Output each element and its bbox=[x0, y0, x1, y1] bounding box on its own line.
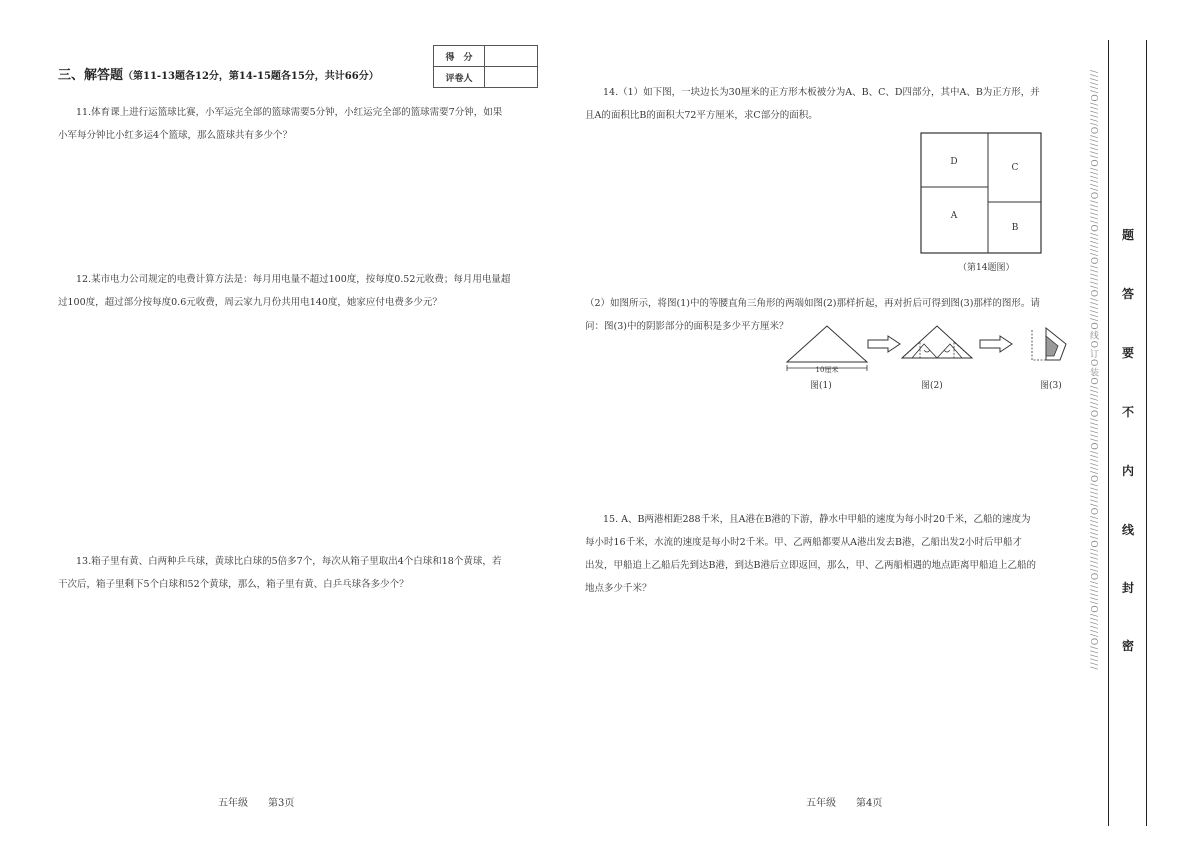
question-14-part-2-line-1: （2）如图所示，将图(1)中的等腰直角三角形的两端如图(2)那样折起，再对折后可得到图(3)那样的图形。请 bbox=[585, 298, 1040, 309]
seal-char-1: 题 bbox=[1122, 228, 1135, 242]
question-12-line-2: 过100度，超过部分按每度0.6元收费，周云家九月份共用电140度，她家应付电费多少元？ bbox=[58, 297, 442, 308]
question-15-line-3: 出发，甲船追上乙船后先到达B港，到达B港后立即返回，那么，甲、乙两船相遇的地点距离甲船追上乙船的 bbox=[585, 560, 1036, 571]
seal-char-5: 内 bbox=[1122, 464, 1135, 478]
seal-char-8: 密 bbox=[1122, 639, 1135, 653]
question-11-line-2: 小军每分钟比小红多运4个篮球，那么篮球共有多少个？ bbox=[58, 130, 293, 141]
question-14-line-1: 14.（1）如下图，一块边长为30厘米的正方形木板被分为A、B、C、D四部分，其中A、B为正方形，并 bbox=[603, 87, 1040, 98]
binding-dash-line: //////O//////O//////O//////O//////O//////O//////O//////O线O订O装O//////O//////O//////O//////O//////O//////O//////O//////O////// bbox=[1088, 70, 1098, 671]
seal-char-3: 要 bbox=[1122, 346, 1135, 360]
region-a-label: A bbox=[950, 211, 958, 221]
arrow-icon bbox=[980, 336, 1012, 352]
question-11 bbox=[58, 101, 528, 147]
region-d-label: D bbox=[950, 157, 958, 167]
grader-label: 评卷人 bbox=[434, 67, 485, 88]
question-15-line-4: 地点多少千米？ bbox=[585, 583, 652, 594]
seal-char-6: 线 bbox=[1122, 523, 1135, 537]
square-board-figure bbox=[918, 130, 1044, 256]
region-b-label: B bbox=[1011, 223, 1019, 233]
question-15-line-2: 每小时16千米，水流的速度是每小时2千米。甲、乙两船都要从A港出发去B港，乙船出发2小时后甲船才 bbox=[585, 537, 1023, 548]
fold-caption-1: 图(1) bbox=[810, 381, 832, 391]
question-14-line-2: 且A的面积比B的面积大72平方厘米，求C部分的面积。 bbox=[585, 110, 818, 121]
region-c-label: C bbox=[1011, 163, 1019, 173]
question-15 bbox=[585, 508, 1055, 600]
footer-left: 五年级 第3页 bbox=[218, 798, 295, 809]
binding-line-left bbox=[1108, 40, 1109, 826]
score-cell[interactable] bbox=[485, 46, 538, 67]
footer-right: 五年级 第4页 bbox=[806, 798, 883, 809]
question-14-part-2-line-2: 问：图(3)中的阴影部分的面积是多少平方厘米？ bbox=[585, 321, 789, 332]
question-14 bbox=[585, 81, 1053, 127]
score-label: 得 分 bbox=[434, 46, 485, 67]
seal-char-2: 答 bbox=[1122, 287, 1135, 301]
question-12 bbox=[58, 268, 528, 314]
figure-14-caption: （第14题图） bbox=[958, 263, 1015, 273]
question-13 bbox=[58, 550, 528, 596]
seal-char-7: 封 bbox=[1122, 581, 1135, 595]
question-13-line-1: 13.箱子里有黄、白两种乒乓球，黄球比白球的5倍多7个，每次从箱子里取出4个白球和18个黄球，若 bbox=[76, 556, 502, 567]
board-outline bbox=[921, 133, 1041, 253]
section-score-note: （第11-13题各12分，第14-15题各15分，共计66分） bbox=[123, 71, 379, 82]
fold-figure-1 bbox=[787, 326, 867, 374]
binding-line-right bbox=[1146, 40, 1147, 826]
fold-base-label: 10厘米 bbox=[815, 366, 839, 374]
question-11-line-1: 11.体育课上进行运篮球比赛，小军运完全部的篮球需要5分钟，小红运完全部的篮球需要7分钟，如果 bbox=[76, 107, 503, 118]
grader-cell[interactable] bbox=[485, 67, 538, 88]
folding-figures bbox=[784, 322, 1074, 374]
arrow-icon bbox=[868, 336, 900, 352]
section-title-text: 三、解答题 bbox=[58, 68, 124, 83]
score-table bbox=[433, 45, 538, 88]
fold-caption-2: 图(2) bbox=[921, 381, 943, 391]
question-12-line-1: 12.某市电力公司规定的电费计算方法是：每月用电量不超过100度，按每度0.52元收费；每月用电量超 bbox=[76, 274, 511, 285]
fold-figure-3 bbox=[1032, 328, 1066, 360]
question-15-line-1: 15. A、B两港相距288千米，且A港在B港的下游，静水中甲船的速度为每小时20千米，乙船的速度为 bbox=[603, 514, 1031, 525]
question-13-line-2: 干次后，箱子里剩下5个白球和52个黄球，那么，箱子里有黄、白乒乓球各多少个？ bbox=[58, 579, 409, 590]
seal-char-4: 不 bbox=[1122, 405, 1135, 419]
fold-caption-3: 图(3) bbox=[1040, 381, 1062, 391]
fold-figure-2 bbox=[902, 326, 972, 358]
section-title bbox=[58, 64, 379, 83]
